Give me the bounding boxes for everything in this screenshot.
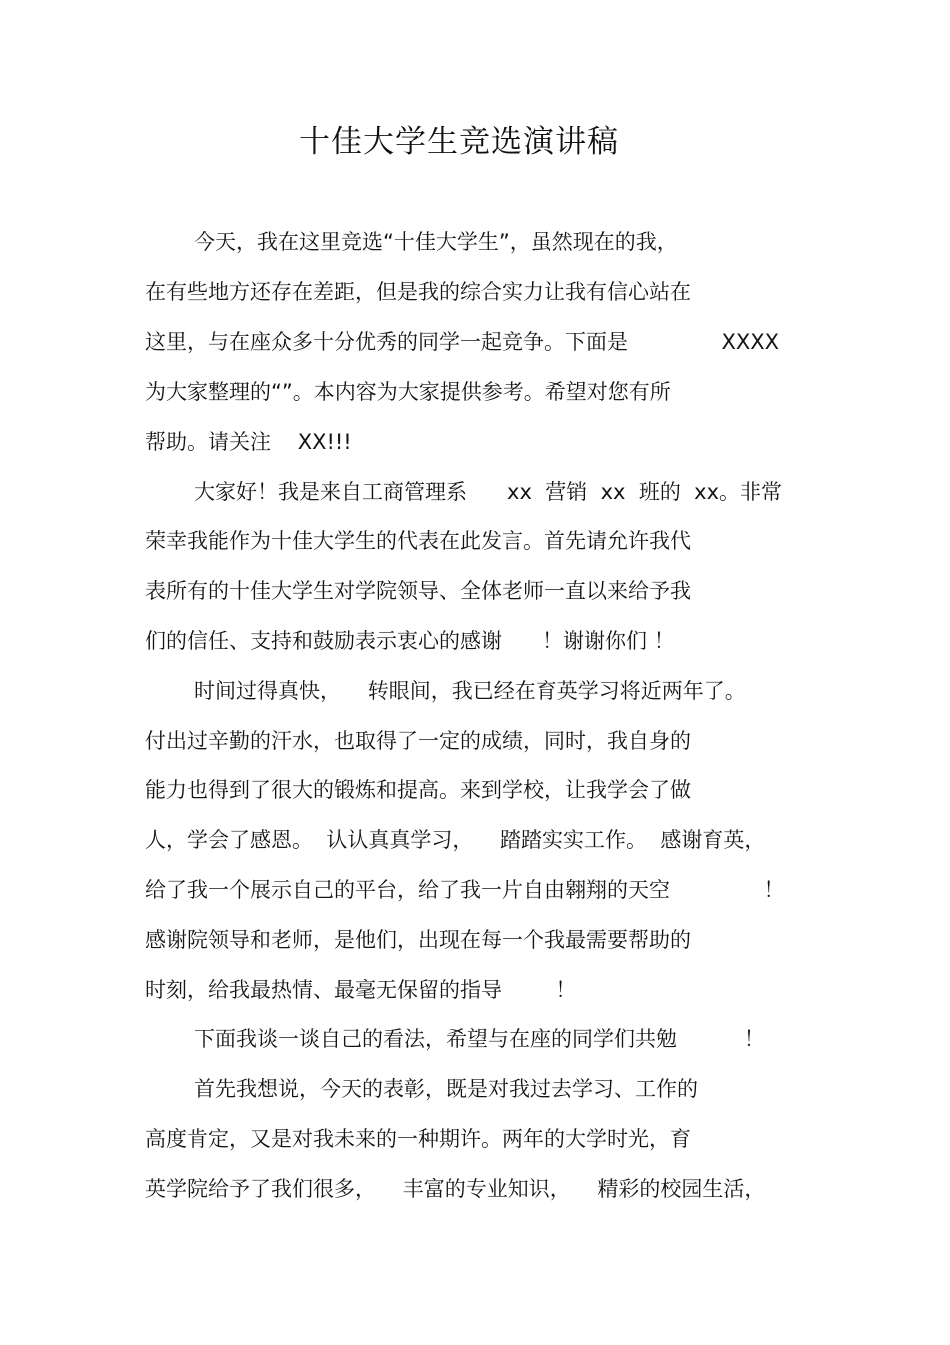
text-line: 首先我想说，今天的表彰，既是对我过去学习、工作的 bbox=[194, 1077, 698, 1101]
text-line: 在有些地方还存在差距，但是我的综合实力让我有信心站在 bbox=[145, 280, 691, 304]
text-line: 英学院给予了我们很多， 丰富的专业知识， 精彩的校园生活， bbox=[145, 1177, 766, 1201]
document-title: 十佳大学生竞选演讲稿 bbox=[299, 124, 619, 160]
text-line: 感谢院领导和老师，是他们，出现在每一个我最需要帮助的 bbox=[145, 928, 691, 952]
text-line: 今天，我在这里竞选“十佳大学生”，虽然现在的我， bbox=[194, 230, 678, 254]
text-line: 给了我一个展示自己的平台，给了我一片自由翱翔的天空 ！ bbox=[145, 878, 785, 902]
text-line: 下面我谈一谈自己的看法，希望与在座的同学们共勉 ！ bbox=[194, 1027, 765, 1051]
text-line: 付出过辛勤的汗水，也取得了一定的成绩，同时，我自身的 bbox=[145, 729, 691, 753]
text-line: 荣幸我能作为十佳大学生的代表在此发言。首先请允许我代 bbox=[145, 529, 691, 553]
text-line: 帮助。请关注 XX!!! bbox=[145, 430, 352, 454]
text-line: 这里，与在座众多十分优秀的同学一起竞争。下面是 XXXX bbox=[145, 330, 779, 354]
text-line: 人，学会了感恩。 认认真真学习， 踏踏实实工作。 感谢育英， bbox=[145, 828, 766, 852]
text-line: 为大家整理的“”。本内容为大家提供参考。希望对您有所 bbox=[145, 380, 671, 404]
text-line: 能力也得到了很大的锻炼和提高。来到学校，让我学会了做 bbox=[145, 778, 691, 802]
text-line: 大家好！我是来自工商管理系 xx 营销 xx 班的 xx。非常 bbox=[194, 480, 783, 504]
text-line: 时刻，给我最热情、最毫无保留的指导 ！ bbox=[145, 978, 577, 1002]
text-line: 们的信任、支持和鼓励表示衷心的感谢 ！谢谢你们 ！ bbox=[145, 629, 675, 653]
text-line: 时间过得真快， 转眼间，我已经在育英学习将近两年了。 bbox=[194, 679, 746, 703]
text-line: 高度肯定，又是对我未来的一种期许。两年的大学时光，育 bbox=[145, 1127, 691, 1151]
text-line: 表所有的十佳大学生对学院领导、全体老师一直以来给予我 bbox=[145, 579, 691, 603]
